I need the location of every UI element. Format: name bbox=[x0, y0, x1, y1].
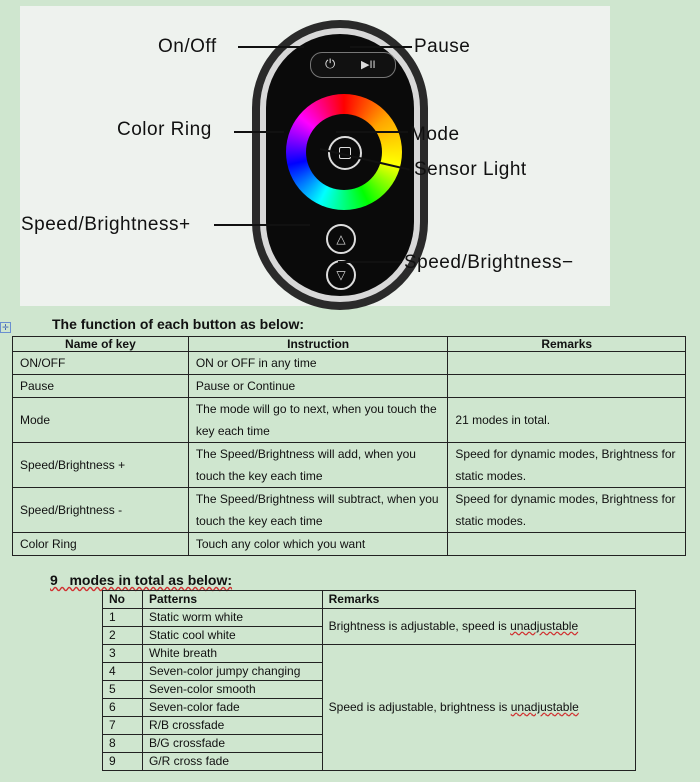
remarks-cell bbox=[322, 645, 635, 771]
table-row bbox=[13, 533, 686, 556]
modes-table bbox=[102, 590, 636, 771]
table-header-row bbox=[13, 337, 686, 352]
label-speed-brightness-plus: Speed/Brightness+ bbox=[21, 214, 191, 235]
label-mode: Mode bbox=[410, 124, 460, 145]
label-sensor-light: Sensor Light bbox=[414, 159, 527, 180]
table-row bbox=[103, 609, 636, 627]
pattern-cell: G/R cross fade bbox=[142, 753, 322, 771]
table-move-handle-icon[interactable]: ✛ bbox=[0, 322, 11, 333]
mode-number-cell: 7 bbox=[103, 717, 143, 735]
label-speed-brightness-minus: Speed/Brightness− bbox=[404, 252, 574, 273]
section2-title bbox=[50, 572, 232, 588]
column-header: Patterns bbox=[142, 591, 322, 609]
mode-number-cell: 8 bbox=[103, 735, 143, 753]
mode-number-cell: 3 bbox=[103, 645, 143, 663]
instruction-cell: The mode will go to next, when you touch the key each time bbox=[188, 398, 448, 443]
down-arrow-icon: ▽ bbox=[326, 260, 356, 290]
leader-line bbox=[238, 46, 304, 48]
power-pause-pill bbox=[310, 52, 396, 78]
key-name-cell: Speed/Brightness - bbox=[13, 488, 189, 533]
label-pause: Pause bbox=[414, 36, 471, 57]
column-header: Name of key bbox=[13, 337, 189, 352]
instruction-cell: Touch any color which you want bbox=[188, 533, 448, 556]
column-header: Remarks bbox=[322, 591, 635, 609]
instruction-cell: The Speed/Brightness will add, when you touch the key each time bbox=[188, 443, 448, 488]
instruction-cell: Pause or Continue bbox=[188, 375, 448, 398]
pattern-cell: Static worm white bbox=[142, 609, 322, 627]
pattern-cell: Static cool white bbox=[142, 627, 322, 645]
remote-diagram bbox=[20, 6, 610, 306]
pattern-cell: Seven-color fade bbox=[142, 699, 322, 717]
table-row bbox=[13, 443, 686, 488]
pattern-cell: B/G crossfade bbox=[142, 735, 322, 753]
mode-number-cell: 2 bbox=[103, 627, 143, 645]
leader-line bbox=[350, 46, 412, 48]
remarks-cell bbox=[448, 375, 686, 398]
pattern-cell: White breath bbox=[142, 645, 322, 663]
leader-line bbox=[234, 131, 284, 133]
label-color-ring: Color Ring bbox=[117, 119, 212, 140]
section2-title-text: 9 modes in total as below: bbox=[50, 572, 233, 588]
leader-line bbox=[214, 224, 310, 226]
mode-number-cell: 6 bbox=[103, 699, 143, 717]
remarks-cell: 21 modes in total. bbox=[448, 398, 686, 443]
key-name-cell: Speed/Brightness + bbox=[13, 443, 189, 488]
key-name-cell: ON/OFF bbox=[13, 352, 189, 375]
remarks-text: Speed is adjustable, brightness is bbox=[328, 700, 511, 714]
button-function-table bbox=[12, 336, 686, 556]
key-name-cell: Color Ring bbox=[13, 533, 189, 556]
remote-control-image bbox=[252, 20, 428, 310]
column-header: Instruction bbox=[188, 337, 448, 352]
table-row bbox=[13, 398, 686, 443]
remarks-cell bbox=[448, 533, 686, 556]
section1-title: The function of each button as below: bbox=[52, 316, 304, 332]
color-ring-image bbox=[286, 94, 402, 210]
leader-line bbox=[338, 261, 402, 263]
mode-number-cell: 1 bbox=[103, 609, 143, 627]
column-header: Remarks bbox=[448, 337, 686, 352]
remarks-cell: Speed for dynamic modes, Brightness for static modes. bbox=[448, 488, 686, 533]
key-name-cell: Pause bbox=[13, 375, 189, 398]
remarks-flagged-word: unadjustable bbox=[510, 619, 579, 633]
table-row bbox=[13, 375, 686, 398]
power-icon: ⏻ bbox=[325, 56, 336, 71]
leader-line bbox=[336, 131, 408, 133]
remarks-cell bbox=[322, 609, 635, 645]
remarks-flagged-word: unadjustable bbox=[510, 700, 579, 714]
remarks-text: Brightness is adjustable, speed is bbox=[328, 619, 511, 633]
mode-number-cell: 9 bbox=[103, 753, 143, 771]
play-pause-icon: ▶II bbox=[361, 59, 376, 71]
instruction-cell: The Speed/Brightness will subtract, when you touch the key each time bbox=[188, 488, 448, 533]
key-name-cell: Mode bbox=[13, 398, 189, 443]
mode-number-cell: 4 bbox=[103, 663, 143, 681]
table-header-row bbox=[103, 591, 636, 609]
remarks-cell: Speed for dynamic modes, Brightness for static modes. bbox=[448, 443, 686, 488]
pattern-cell: Seven-color jumpy changing bbox=[142, 663, 322, 681]
up-arrow-icon: △ bbox=[326, 224, 356, 254]
pattern-cell: R/B crossfade bbox=[142, 717, 322, 735]
table-row bbox=[103, 645, 636, 663]
table-row bbox=[13, 352, 686, 375]
pattern-cell: Seven-color smooth bbox=[142, 681, 322, 699]
label-on-off: On/Off bbox=[158, 36, 217, 57]
column-header: No bbox=[103, 591, 143, 609]
mode-number-cell: 5 bbox=[103, 681, 143, 699]
table-row bbox=[13, 488, 686, 533]
instruction-cell: ON or OFF in any time bbox=[188, 352, 448, 375]
remarks-cell bbox=[448, 352, 686, 375]
